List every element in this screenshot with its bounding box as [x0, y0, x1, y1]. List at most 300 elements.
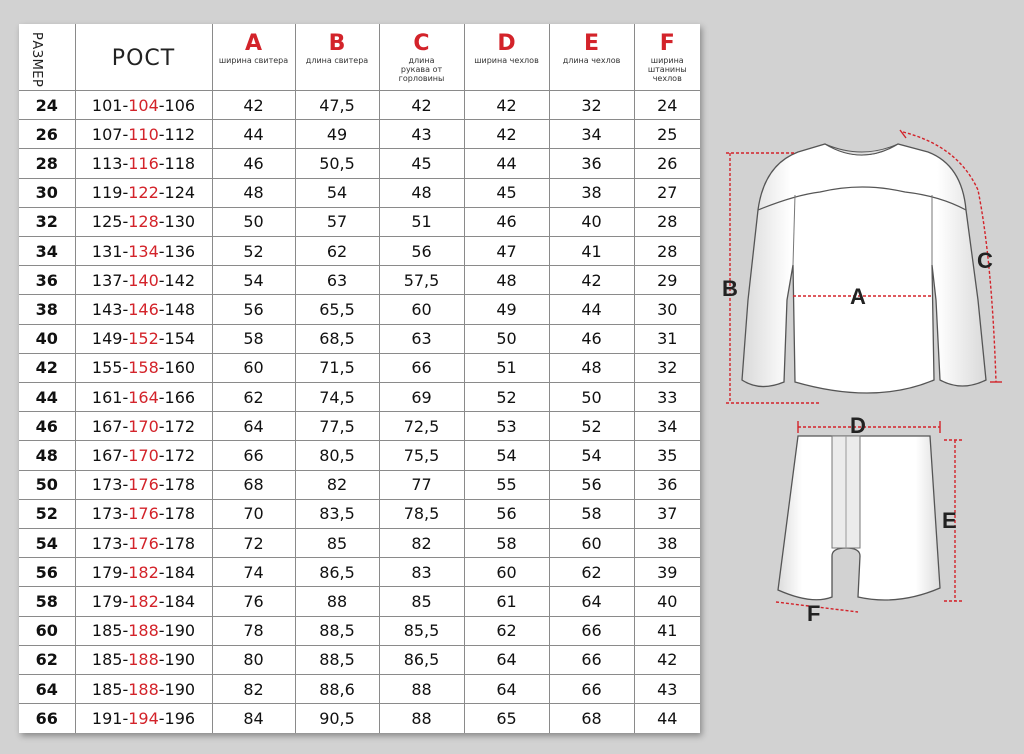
table-row [19, 149, 700, 178]
size-cell: 66 [19, 704, 75, 733]
table-row [19, 324, 700, 353]
measure-a-cell: 66 [212, 441, 295, 470]
height-min: 185 [91, 650, 123, 670]
height-range-cell [75, 704, 212, 733]
column-letter: B [328, 31, 346, 56]
height-range-cell [75, 324, 212, 353]
range-dash: - [158, 270, 165, 290]
height-mid: 134 [128, 241, 159, 261]
measure-d-cell: 42 [464, 91, 549, 120]
height-max: 154 [164, 329, 196, 349]
height-min: 143 [91, 300, 123, 320]
range-dash: - [158, 446, 165, 466]
range-dash: - [158, 300, 165, 320]
measure-b-cell: 83,5 [295, 499, 379, 528]
measure-a-cell: 68 [212, 470, 295, 499]
range-dash: - [122, 212, 129, 232]
measure-c-cell: 85,5 [379, 616, 464, 645]
measure-a-cell: 46 [212, 149, 295, 178]
range-dash: - [122, 709, 129, 729]
measure-a-cell: 44 [212, 120, 295, 149]
range-dash: - [158, 562, 165, 582]
measure-a-cell: 62 [212, 383, 295, 412]
range-dash: - [122, 533, 129, 553]
height-min: 149 [91, 329, 123, 349]
measure-b-cell: 80,5 [295, 441, 379, 470]
height-mid: 122 [128, 183, 159, 203]
measure-b-cell: 88,5 [295, 616, 379, 645]
height-range-cell [75, 295, 212, 324]
dimension-label-d: D [850, 413, 866, 438]
column-header-e [549, 24, 634, 91]
range-dash: - [122, 183, 129, 203]
column-header-d [464, 24, 549, 91]
height-range-cell [75, 675, 212, 704]
column-letter: D [497, 31, 516, 56]
table-row [19, 295, 700, 324]
measure-c-cell: 77 [379, 470, 464, 499]
measure-d-cell: 48 [464, 266, 549, 295]
height-min: 119 [91, 183, 123, 203]
range-dash: - [158, 124, 165, 144]
column-description: длина свитера [305, 56, 369, 65]
measure-b-cell: 88 [295, 587, 379, 616]
measure-a-cell: 70 [212, 499, 295, 528]
measure-c-cell: 56 [379, 237, 464, 266]
range-dash: - [158, 650, 165, 670]
height-mid: 176 [128, 475, 159, 495]
height-range-cell [75, 266, 212, 295]
measure-b-cell: 82 [295, 470, 379, 499]
height-mid: 116 [128, 154, 159, 173]
table-row [19, 91, 700, 120]
column-letter: F [659, 31, 675, 56]
height-max: 184 [164, 562, 196, 582]
size-cell: 62 [19, 645, 75, 674]
measure-d-cell: 45 [464, 178, 549, 207]
column-header-c [379, 24, 464, 91]
table-row [19, 237, 700, 266]
dimension-label-b: B [722, 276, 738, 301]
height-min: 173 [91, 533, 123, 553]
height-max: 142 [164, 270, 196, 290]
size-chart-sheet [19, 24, 700, 733]
height-max: 118 [164, 154, 196, 173]
measure-e-cell: 54 [549, 441, 634, 470]
range-dash: - [122, 416, 129, 436]
measure-e-cell: 68 [549, 704, 634, 733]
measure-e-cell: 66 [549, 675, 634, 704]
range-dash: - [158, 621, 165, 641]
size-header-cell [19, 24, 75, 91]
measure-c-cell: 60 [379, 295, 464, 324]
range-dash: - [122, 475, 129, 495]
column-header-f [634, 24, 700, 91]
measure-e-cell: 32 [549, 91, 634, 120]
measure-d-cell: 60 [464, 558, 549, 587]
range-dash: - [158, 533, 165, 553]
size-cell: 44 [19, 383, 75, 412]
measure-f-cell: 39 [634, 558, 700, 587]
measure-b-cell: 62 [295, 237, 379, 266]
measure-f-cell: 24 [634, 91, 700, 120]
measure-d-cell: 58 [464, 529, 549, 558]
measure-a-cell: 80 [212, 645, 295, 674]
measure-b-cell: 88,5 [295, 645, 379, 674]
height-min: 173 [91, 504, 123, 524]
measure-b-cell: 57 [295, 207, 379, 236]
height-min: 131 [91, 241, 123, 261]
height-range-cell [75, 645, 212, 674]
table-row [19, 441, 700, 470]
measure-d-cell: 56 [464, 499, 549, 528]
height-min: 173 [91, 475, 123, 495]
measure-c-cell: 69 [379, 383, 464, 412]
measure-b-cell: 71,5 [295, 353, 379, 382]
measure-b-cell: 49 [295, 120, 379, 149]
height-max: 178 [164, 533, 196, 553]
range-dash: - [122, 592, 129, 612]
range-dash: - [158, 592, 165, 612]
measure-a-cell: 50 [212, 207, 295, 236]
measure-f-cell: 28 [634, 237, 700, 266]
height-range-cell [75, 616, 212, 645]
measure-f-cell: 36 [634, 470, 700, 499]
measure-a-cell: 48 [212, 178, 295, 207]
measure-e-cell: 62 [549, 558, 634, 587]
table-row [19, 558, 700, 587]
table-row [19, 266, 700, 295]
height-max: 124 [164, 183, 196, 203]
range-dash: - [158, 475, 165, 495]
measure-c-cell: 86,5 [379, 645, 464, 674]
measure-f-cell: 31 [634, 324, 700, 353]
size-cell: 38 [19, 295, 75, 324]
range-dash: - [158, 95, 165, 115]
measure-c-cell: 57,5 [379, 266, 464, 295]
measure-a-cell: 84 [212, 704, 295, 733]
size-cell: 30 [19, 178, 75, 207]
height-max: 190 [164, 621, 196, 641]
column-letter: C [413, 31, 430, 56]
measure-b-cell: 63 [295, 266, 379, 295]
table-row [19, 704, 700, 733]
size-cell: 46 [19, 412, 75, 441]
dimension-label-c: C [977, 248, 993, 273]
height-max: 136 [164, 241, 196, 261]
header-row [19, 24, 700, 91]
column-description: длина чехлов [562, 56, 621, 65]
measure-e-cell: 48 [549, 353, 634, 382]
measure-e-cell: 66 [549, 616, 634, 645]
measure-c-cell: 43 [379, 120, 464, 149]
measure-d-cell: 44 [464, 149, 549, 178]
height-mid: 188 [128, 679, 159, 699]
measurement-diagram [700, 0, 1024, 754]
measure-d-cell: 46 [464, 207, 549, 236]
height-max: 130 [164, 212, 196, 232]
measure-a-cell: 52 [212, 237, 295, 266]
measure-f-cell: 30 [634, 295, 700, 324]
height-max: 148 [164, 300, 196, 320]
height-mid: 176 [128, 504, 159, 524]
range-dash: - [122, 270, 129, 290]
measure-c-cell: 66 [379, 353, 464, 382]
measure-e-cell: 36 [549, 149, 634, 178]
height-max: 196 [164, 709, 196, 729]
height-mid: 170 [128, 416, 159, 436]
measure-d-cell: 62 [464, 616, 549, 645]
height-range-cell [75, 91, 212, 120]
measure-c-cell: 72,5 [379, 412, 464, 441]
height-mid: 140 [128, 270, 159, 290]
height-max: 160 [164, 358, 196, 378]
measure-c-cell: 51 [379, 207, 464, 236]
dimension-label-f: F [807, 601, 821, 626]
measure-f-cell: 28 [634, 207, 700, 236]
height-mid: 158 [128, 358, 159, 378]
size-cell: 42 [19, 353, 75, 382]
measure-d-cell: 49 [464, 295, 549, 324]
measure-b-cell: 54 [295, 178, 379, 207]
size-cell: 24 [19, 91, 75, 120]
height-min: 179 [91, 592, 123, 612]
measure-a-cell: 74 [212, 558, 295, 587]
height-range-cell [75, 207, 212, 236]
measure-e-cell: 34 [549, 120, 634, 149]
table-body [19, 91, 700, 734]
measure-f-cell: 33 [634, 383, 700, 412]
measure-f-cell: 37 [634, 499, 700, 528]
size-cell: 36 [19, 266, 75, 295]
height-range-cell [75, 120, 212, 149]
measure-f-cell: 43 [634, 675, 700, 704]
measure-c-cell: 42 [379, 91, 464, 120]
measure-b-cell: 77,5 [295, 412, 379, 441]
measure-a-cell: 76 [212, 587, 295, 616]
size-cell: 64 [19, 675, 75, 704]
range-dash: - [122, 124, 129, 144]
range-dash: - [122, 154, 129, 173]
size-cell: 28 [19, 149, 75, 178]
height-range-cell [75, 558, 212, 587]
measure-c-cell: 63 [379, 324, 464, 353]
measure-f-cell: 25 [634, 120, 700, 149]
column-letter: A [244, 31, 263, 56]
height-mid: 170 [128, 446, 159, 466]
measure-d-cell: 50 [464, 324, 549, 353]
column-description: длина рукава от горловины [398, 56, 445, 83]
height-max: 172 [164, 446, 196, 466]
range-dash: - [122, 241, 129, 261]
measure-a-cell: 72 [212, 529, 295, 558]
measure-e-cell: 42 [549, 266, 634, 295]
range-dash: - [122, 300, 129, 320]
height-range-cell [75, 587, 212, 616]
dimension-label-a: A [850, 284, 866, 309]
height-mid: 194 [128, 709, 159, 729]
height-range-cell [75, 149, 212, 178]
height-min: 107 [91, 124, 123, 144]
column-description: ширина чехлов [474, 56, 539, 65]
height-min: 167 [91, 446, 123, 466]
size-cell: 26 [19, 120, 75, 149]
measure-d-cell: 54 [464, 441, 549, 470]
size-table [19, 24, 700, 733]
column-description: ширина свитера [218, 56, 289, 65]
measure-c-cell: 85 [379, 587, 464, 616]
measure-c-cell: 45 [379, 149, 464, 178]
size-cell: 60 [19, 616, 75, 645]
table-row [19, 675, 700, 704]
range-dash: - [158, 212, 165, 232]
measure-a-cell: 58 [212, 324, 295, 353]
measure-f-cell: 29 [634, 266, 700, 295]
range-dash: - [122, 446, 129, 466]
measure-c-cell: 83 [379, 558, 464, 587]
measure-e-cell: 64 [549, 587, 634, 616]
measure-f-cell: 27 [634, 178, 700, 207]
height-mid: 110 [128, 124, 159, 144]
height-min: 137 [91, 270, 123, 290]
height-max: 112 [164, 124, 196, 144]
measure-a-cell: 82 [212, 675, 295, 704]
height-mid: 104 [128, 95, 159, 115]
height-max: 190 [164, 679, 196, 699]
column-header-a [212, 24, 295, 91]
height-mid: 176 [128, 533, 159, 553]
column-header-b [295, 24, 379, 91]
measure-f-cell: 34 [634, 412, 700, 441]
measure-a-cell: 64 [212, 412, 295, 441]
table-row [19, 529, 700, 558]
measure-d-cell: 51 [464, 353, 549, 382]
height-mid: 182 [128, 592, 159, 612]
table-row [19, 353, 700, 382]
height-max: 172 [164, 416, 196, 436]
height-mid: 128 [128, 212, 159, 232]
table-row [19, 207, 700, 236]
range-dash: - [158, 504, 165, 524]
height-min: 185 [91, 679, 123, 699]
height-mid: 188 [128, 650, 159, 670]
table-row [19, 587, 700, 616]
range-dash: - [122, 650, 129, 670]
table-row [19, 383, 700, 412]
height-range-cell [75, 353, 212, 382]
range-dash: - [158, 387, 165, 407]
height-range-cell [75, 499, 212, 528]
height-min: 113 [91, 154, 123, 173]
size-cell: 58 [19, 587, 75, 616]
height-range-cell [75, 237, 212, 266]
measure-e-cell: 46 [549, 324, 634, 353]
table-row [19, 120, 700, 149]
height-min: 191 [91, 709, 123, 729]
measure-d-cell: 42 [464, 120, 549, 149]
range-dash: - [158, 241, 165, 261]
height-max: 190 [164, 650, 196, 670]
range-dash: - [158, 154, 165, 173]
column-description: ширина штанины чехлов [647, 56, 687, 83]
measure-d-cell: 61 [464, 587, 549, 616]
height-range-cell [75, 178, 212, 207]
height-max: 184 [164, 592, 196, 612]
measure-d-cell: 64 [464, 675, 549, 704]
height-max: 178 [164, 475, 196, 495]
measure-e-cell: 60 [549, 529, 634, 558]
range-dash: - [158, 358, 165, 378]
height-range-cell [75, 470, 212, 499]
measure-d-cell: 64 [464, 645, 549, 674]
range-dash: - [122, 387, 129, 407]
shorts-shape [778, 436, 940, 600]
measure-f-cell: 40 [634, 587, 700, 616]
table-row [19, 412, 700, 441]
table-row [19, 645, 700, 674]
size-cell: 34 [19, 237, 75, 266]
height-max: 166 [164, 387, 196, 407]
table-row [19, 470, 700, 499]
range-dash: - [122, 329, 129, 349]
measure-f-cell: 35 [634, 441, 700, 470]
size-cell: 32 [19, 207, 75, 236]
measure-b-cell: 68,5 [295, 324, 379, 353]
height-header: РОСТ [111, 46, 176, 71]
garment-illustration [700, 0, 1024, 754]
measure-b-cell: 88,6 [295, 675, 379, 704]
measure-d-cell: 47 [464, 237, 549, 266]
measure-f-cell: 41 [634, 616, 700, 645]
height-header-cell [75, 24, 212, 91]
table-row [19, 178, 700, 207]
measure-a-cell: 54 [212, 266, 295, 295]
measure-f-cell: 26 [634, 149, 700, 178]
measure-b-cell: 86,5 [295, 558, 379, 587]
measure-f-cell: 44 [634, 704, 700, 733]
measure-a-cell: 42 [212, 91, 295, 120]
height-max: 106 [164, 95, 196, 115]
range-dash: - [122, 621, 129, 641]
height-min: 161 [91, 387, 123, 407]
measure-e-cell: 41 [549, 237, 634, 266]
column-letter: E [583, 31, 600, 56]
measure-e-cell: 52 [549, 412, 634, 441]
measure-b-cell: 74,5 [295, 383, 379, 412]
measure-a-cell: 56 [212, 295, 295, 324]
size-header: РАЗМЕР [29, 32, 44, 88]
size-cell: 40 [19, 324, 75, 353]
height-mid: 188 [128, 621, 159, 641]
height-mid: 164 [128, 387, 159, 407]
height-min: 167 [91, 416, 123, 436]
measure-d-cell: 52 [464, 383, 549, 412]
table-row [19, 499, 700, 528]
height-min: 101 [91, 95, 123, 115]
measure-c-cell: 88 [379, 675, 464, 704]
measure-e-cell: 58 [549, 499, 634, 528]
range-dash: - [158, 183, 165, 203]
measure-b-cell: 47,5 [295, 91, 379, 120]
measure-a-cell: 60 [212, 353, 295, 382]
height-range-cell [75, 412, 212, 441]
measure-e-cell: 56 [549, 470, 634, 499]
measure-b-cell: 85 [295, 529, 379, 558]
height-min: 179 [91, 562, 123, 582]
measure-c-cell: 48 [379, 178, 464, 207]
measure-d-cell: 55 [464, 470, 549, 499]
range-dash: - [122, 504, 129, 524]
